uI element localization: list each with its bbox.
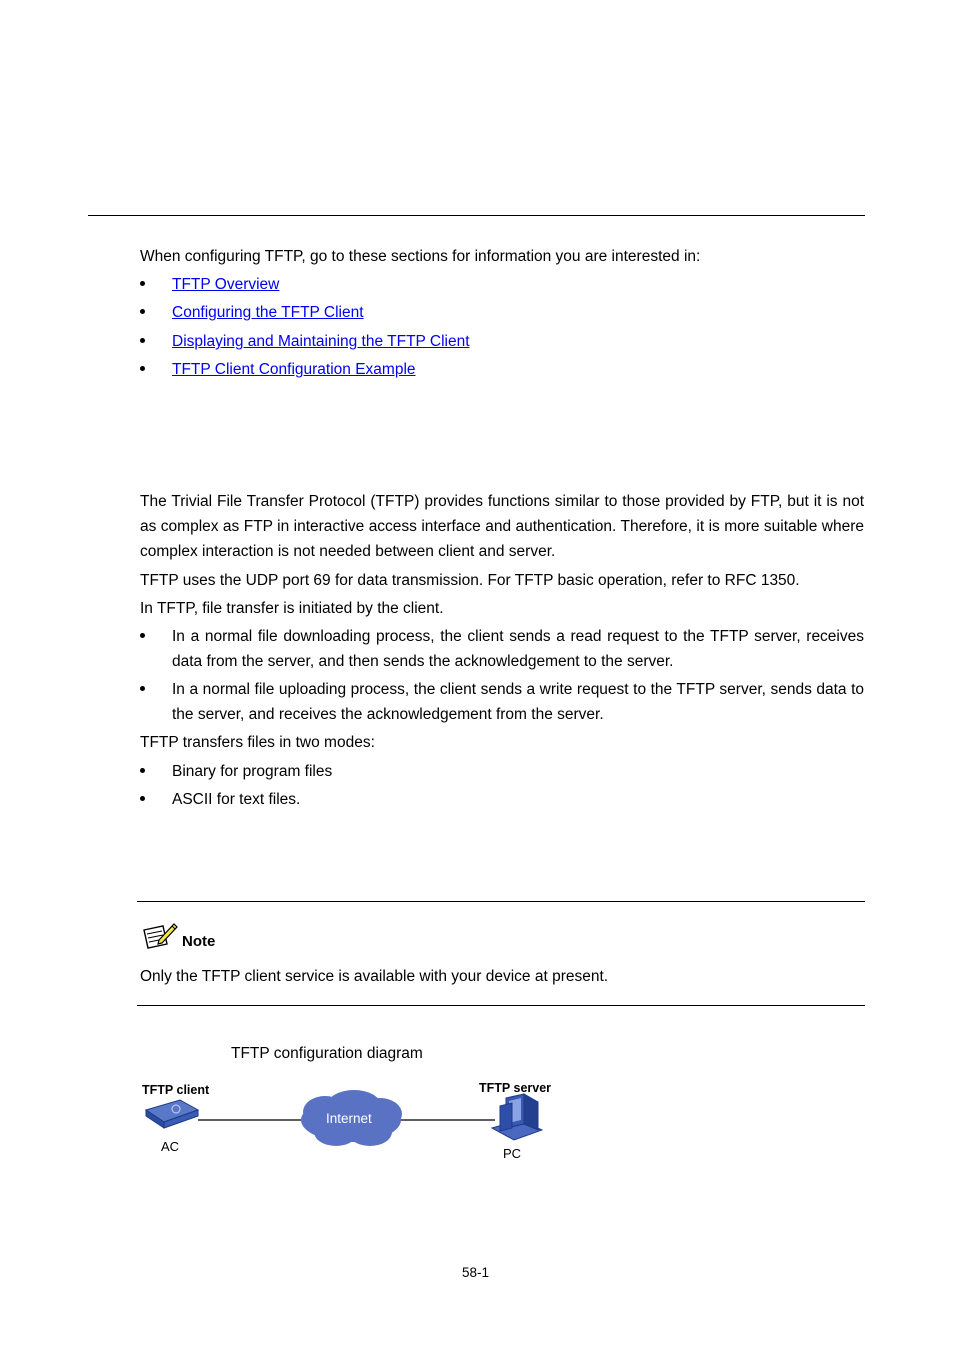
overview-paragraph-3: In TFTP, file transfer is initiated by the client. (140, 600, 444, 617)
bullet-text: In a normal file uploading process, the client sends a write request to the TFTP server, sends data to the server, and receives the acknowledgement from the server. (172, 681, 864, 723)
bullet-icon (140, 633, 145, 638)
tftp-client-label: TFTP client (142, 1083, 210, 1097)
header-rule (88, 215, 865, 216)
bullet-icon (140, 796, 145, 801)
note-bottom-rule (137, 1005, 865, 1006)
list-item (140, 677, 864, 727)
bullet-icon (140, 768, 145, 773)
page-number: 58-1 (462, 1265, 490, 1280)
bullet-text: Binary for program files (172, 763, 333, 780)
bullet-icon (140, 309, 145, 314)
link-tftp-overview[interactable]: TFTP Overview (172, 276, 280, 293)
link-configuring-client[interactable]: Configuring the TFTP Client (172, 304, 364, 321)
note-pencil-icon (141, 920, 179, 950)
overview-paragraph-1: The Trivial File Transfer Protocol (TFTP) provides functions similar to those provided by FTP, but it is not as complex as FTP in interactive access interface and authentication. Therefore, it is more suitable where complex interaction is not needed between client and server. (140, 493, 864, 560)
intro-lead: When configuring TFTP, go to these sections for information you are interested in: (140, 248, 701, 265)
bullet-text: ASCII for text files. (172, 791, 301, 808)
figure-caption: TFTP configuration diagram (231, 1045, 423, 1062)
bullet-icon (140, 338, 145, 343)
tftp-server-label: TFTP server (479, 1081, 552, 1095)
bullet-icon (140, 366, 145, 371)
tftp-diagram (140, 1076, 580, 1166)
note-text: Only the TFTP client service is available with your device at present. (140, 968, 609, 985)
link-config-example[interactable]: TFTP Client Configuration Example (172, 361, 416, 378)
internet-label: Internet (326, 1111, 372, 1126)
note-title: Note (182, 933, 216, 950)
pc-device-icon (492, 1094, 542, 1140)
bullet-icon (140, 281, 145, 286)
overview-paragraph-2: TFTP uses the UDP port 69 for data transmission. For TFTP basic operation, refer to RFC 1350. (140, 572, 800, 589)
link-displaying-maintaining[interactable]: Displaying and Maintaining the TFTP Client (172, 333, 470, 350)
ac-device-icon (146, 1100, 198, 1128)
list-item (140, 624, 864, 674)
bullet-text: In a normal file downloading process, the client sends a read request to the TFTP server, receives data from the server, and then sends the acknowledgement to the server. (172, 628, 864, 670)
overview-paragraph-4: TFTP transfers files in two modes: (140, 734, 375, 751)
bullet-icon (140, 686, 145, 691)
note-top-rule (137, 901, 865, 902)
ac-label: AC (161, 1139, 180, 1154)
pc-label: PC (503, 1146, 522, 1161)
